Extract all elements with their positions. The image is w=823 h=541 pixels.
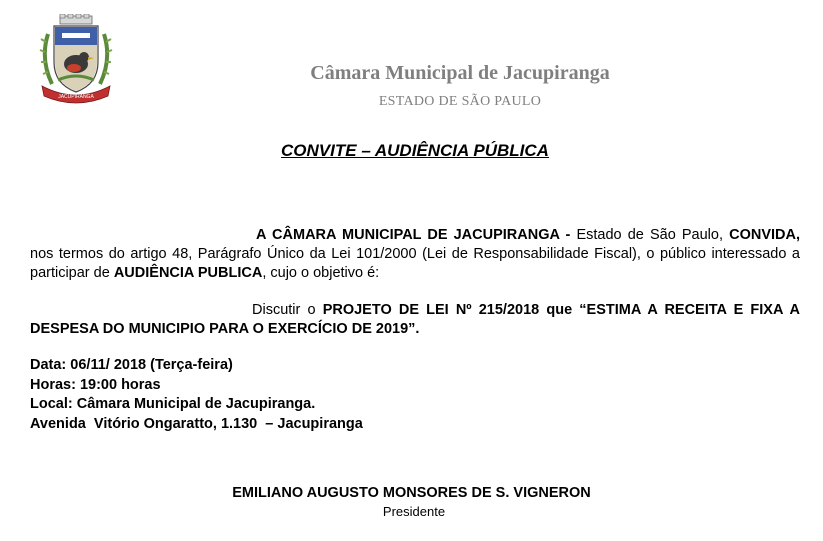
document-title: CONVITE – AUDIÊNCIA PÚBLICA: [281, 141, 549, 160]
invites-word: CONVIDA,: [729, 227, 801, 243]
event-time: Horas: 19:00 horas: [30, 376, 161, 393]
event-place: Local: Câmara Municipal de Jacupiranga.: [30, 396, 316, 412]
crest-ribbon-text: JACUPIRANGA: [58, 94, 94, 100]
invitation-paragraph: A CÂMARA MUNICIPAL DE JACUPIRANGA - Estado de São Paulo, CONVIDA, nos termos do artigo 48, Parágrafo Único da Lei 101/2000 (Lei de Responsabilidade Fiscal), o público interessado a participar de AUDIÊNCIA PUBLICA, cujo o objetivo é:: [30, 227, 801, 281]
organization-name: Câmara Municipal de Jacupiranga: [310, 62, 610, 84]
signer-name: EMILIANO AUGUSTO MONSORES DE S. VIGNERON: [232, 485, 591, 501]
objective-paragraph: Discutir o PROJETO DE LEI Nº 215/2018 que “ESTIMA A RECEITA E FIXA A DESPESA DO MUNICIPIO PARA O EXERCÍCIO DE 2019”.: [30, 302, 800, 337]
hearing-word: AUDIÊNCIA PUBLICA: [113, 265, 263, 281]
event-date: Data: 06/11/ 2018 (Terça-feira): [30, 357, 233, 373]
bill-description: PROJETO DE LEI Nº 215/2018 que “ESTIMA A RECEITA E FIXA A DESPESA DO MUNICIPIO PARA O EXERCÍCIO DE 2019”.: [30, 302, 800, 337]
chamber-name: A CÂMARA MUNICIPAL DE JACUPIRANGA -: [256, 227, 571, 243]
organization-state: ESTADO DE SÃO PAULO: [378, 94, 542, 109]
event-address: Avenida Vitório Ongaratto, 1.130 – Jacupiranga: [30, 415, 363, 432]
event-details: [30, 356, 363, 434]
signer-role: Presidente: [382, 504, 446, 519]
municipal-coat-of-arms-icon: [38, 14, 114, 104]
